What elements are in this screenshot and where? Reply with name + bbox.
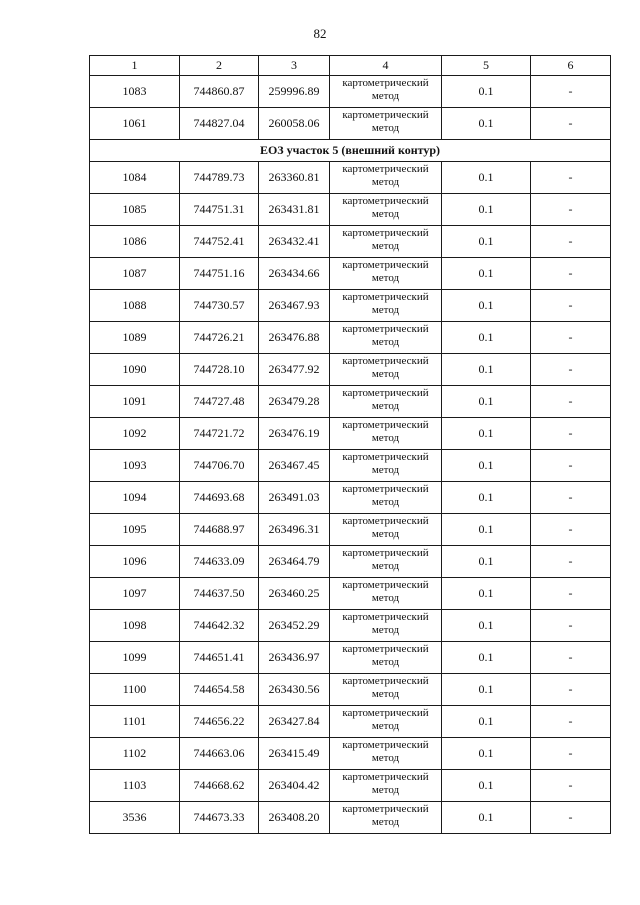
x-coordinate-cell: 744651.41 (180, 642, 259, 674)
point-number-cell: 1103 (90, 770, 180, 802)
point-number-cell: 1099 (90, 642, 180, 674)
x-coordinate-cell: 744633.09 (180, 546, 259, 578)
note-cell: - (531, 194, 611, 226)
point-number-cell: 1087 (90, 258, 180, 290)
table-row (90, 738, 611, 770)
method-cell (330, 450, 442, 482)
method-line-2: метод (371, 272, 400, 284)
x-coordinate-cell: 744656.22 (180, 706, 259, 738)
method-line-1: картометрический (342, 771, 429, 783)
method-cell (330, 642, 442, 674)
method-cell (330, 802, 442, 834)
accuracy-cell: 0.1 (442, 450, 531, 482)
method-line-2: метод (371, 176, 400, 188)
point-number-cell: 3536 (90, 802, 180, 834)
method-line-1: картометрический (342, 77, 429, 89)
column-header: 3 (259, 56, 330, 76)
method-line-2: метод (371, 656, 400, 668)
note-cell: - (531, 226, 611, 258)
method-cell (330, 76, 442, 108)
note-cell: - (531, 546, 611, 578)
y-coordinate-cell: 263460.25 (259, 578, 330, 610)
method-line-2: метод (371, 752, 400, 764)
accuracy-cell: 0.1 (442, 76, 531, 108)
x-coordinate-cell: 744673.33 (180, 802, 259, 834)
accuracy-cell: 0.1 (442, 258, 531, 290)
method-line-1: картометрический (342, 291, 429, 303)
accuracy-cell: 0.1 (442, 802, 531, 834)
point-number-cell: 1098 (90, 610, 180, 642)
point-number-cell: 1083 (90, 76, 180, 108)
table-row (90, 642, 611, 674)
method-line-1: картометрический (342, 419, 429, 431)
y-coordinate-cell: 263430.56 (259, 674, 330, 706)
method-line-1: картометрический (342, 227, 429, 239)
x-coordinate-cell: 744751.16 (180, 258, 259, 290)
x-coordinate-cell: 744663.06 (180, 738, 259, 770)
accuracy-cell: 0.1 (442, 738, 531, 770)
y-coordinate-cell: 263491.03 (259, 482, 330, 514)
method-line-1: картометрический (342, 675, 429, 687)
column-header: 1 (90, 56, 180, 76)
y-coordinate-cell: 263479.28 (259, 386, 330, 418)
table-row (90, 706, 611, 738)
note-cell: - (531, 514, 611, 546)
method-line-2: метод (371, 432, 400, 444)
table-row (90, 610, 611, 642)
accuracy-cell: 0.1 (442, 482, 531, 514)
accuracy-cell: 0.1 (442, 674, 531, 706)
method-cell (330, 514, 442, 546)
method-line-2: метод (371, 122, 400, 134)
table-row (90, 514, 611, 546)
note-cell: - (531, 482, 611, 514)
accuracy-cell: 0.1 (442, 642, 531, 674)
method-cell (330, 546, 442, 578)
x-coordinate-cell: 744668.62 (180, 770, 259, 802)
y-coordinate-cell: 260058.06 (259, 108, 330, 140)
point-number-cell: 1100 (90, 674, 180, 706)
note-cell: - (531, 258, 611, 290)
table-row (90, 802, 611, 834)
column-header: 2 (180, 56, 259, 76)
method-cell (330, 322, 442, 354)
point-number-cell: 1101 (90, 706, 180, 738)
section-row (90, 140, 611, 162)
method-cell (330, 162, 442, 194)
method-line-1: картометрический (342, 259, 429, 271)
accuracy-cell: 0.1 (442, 610, 531, 642)
column-header: 6 (531, 56, 611, 76)
accuracy-cell: 0.1 (442, 418, 531, 450)
method-line-2: метод (371, 240, 400, 252)
x-coordinate-cell: 744860.87 (180, 76, 259, 108)
y-coordinate-cell: 263431.81 (259, 194, 330, 226)
method-line-2: метод (371, 784, 400, 796)
note-cell: - (531, 386, 611, 418)
table-row (90, 450, 611, 482)
point-number-cell: 1090 (90, 354, 180, 386)
y-coordinate-cell: 263477.92 (259, 354, 330, 386)
method-line-1: картометрический (342, 323, 429, 335)
point-number-cell: 1092 (90, 418, 180, 450)
accuracy-cell: 0.1 (442, 386, 531, 418)
x-coordinate-cell: 744642.32 (180, 610, 259, 642)
x-coordinate-cell: 744688.97 (180, 514, 259, 546)
method-line-1: картометрический (342, 579, 429, 591)
section-title: ЕОЗ участок 5 (внешний контур) (90, 140, 611, 162)
table-row (90, 482, 611, 514)
method-line-2: метод (371, 816, 400, 828)
note-cell: - (531, 108, 611, 140)
method-line-1: картометрический (342, 515, 429, 527)
table-row (90, 162, 611, 194)
method-line-2: метод (371, 592, 400, 604)
table-row (90, 194, 611, 226)
method-line-1: картометрический (342, 803, 429, 815)
method-line-2: метод (371, 720, 400, 732)
note-cell: - (531, 610, 611, 642)
table-row (90, 546, 611, 578)
point-number-cell: 1089 (90, 322, 180, 354)
note-cell: - (531, 162, 611, 194)
note-cell: - (531, 802, 611, 834)
method-line-1: картометрический (342, 611, 429, 623)
column-header: 4 (330, 56, 442, 76)
note-cell: - (531, 770, 611, 802)
table-row (90, 108, 611, 140)
point-number-cell: 1102 (90, 738, 180, 770)
x-coordinate-cell: 744654.58 (180, 674, 259, 706)
method-cell (330, 706, 442, 738)
method-line-1: картометрический (342, 451, 429, 463)
y-coordinate-cell: 263467.93 (259, 290, 330, 322)
method-line-2: метод (371, 528, 400, 540)
table-row (90, 418, 611, 450)
method-cell (330, 674, 442, 706)
section-body (90, 140, 611, 162)
point-number-cell: 1085 (90, 194, 180, 226)
rows-after-section (90, 162, 611, 834)
note-cell: - (531, 354, 611, 386)
y-coordinate-cell: 259996.89 (259, 76, 330, 108)
accuracy-cell: 0.1 (442, 162, 531, 194)
note-cell: - (531, 706, 611, 738)
method-line-2: метод (371, 496, 400, 508)
x-coordinate-cell: 744721.72 (180, 418, 259, 450)
y-coordinate-cell: 263415.49 (259, 738, 330, 770)
y-coordinate-cell: 263360.81 (259, 162, 330, 194)
y-coordinate-cell: 263434.66 (259, 258, 330, 290)
table-row (90, 290, 611, 322)
accuracy-cell: 0.1 (442, 108, 531, 140)
y-coordinate-cell: 263432.41 (259, 226, 330, 258)
point-number-cell: 1091 (90, 386, 180, 418)
table-row (90, 578, 611, 610)
method-line-2: метод (371, 336, 400, 348)
x-coordinate-cell: 744727.48 (180, 386, 259, 418)
method-cell (330, 226, 442, 258)
table-row (90, 322, 611, 354)
method-cell (330, 354, 442, 386)
accuracy-cell: 0.1 (442, 322, 531, 354)
method-line-2: метод (371, 208, 400, 220)
method-line-1: картометрический (342, 387, 429, 399)
method-cell (330, 578, 442, 610)
y-coordinate-cell: 263436.97 (259, 642, 330, 674)
method-line-1: картометрический (342, 643, 429, 655)
y-coordinate-cell: 263427.84 (259, 706, 330, 738)
accuracy-cell: 0.1 (442, 578, 531, 610)
method-line-2: метод (371, 688, 400, 700)
point-number-cell: 1093 (90, 450, 180, 482)
note-cell: - (531, 76, 611, 108)
point-number-cell: 1094 (90, 482, 180, 514)
note-cell: - (531, 674, 611, 706)
x-coordinate-cell: 744706.70 (180, 450, 259, 482)
note-cell: - (531, 290, 611, 322)
y-coordinate-cell: 263476.19 (259, 418, 330, 450)
method-cell (330, 770, 442, 802)
point-number-cell: 1086 (90, 226, 180, 258)
method-line-2: метод (371, 90, 400, 102)
header-row (90, 56, 611, 76)
note-cell: - (531, 322, 611, 354)
accuracy-cell: 0.1 (442, 514, 531, 546)
y-coordinate-cell: 263467.45 (259, 450, 330, 482)
table-row (90, 386, 611, 418)
note-cell: - (531, 738, 611, 770)
method-line-1: картометрический (342, 195, 429, 207)
method-cell (330, 738, 442, 770)
note-cell: - (531, 578, 611, 610)
coordinates-table (89, 55, 611, 834)
method-cell (330, 610, 442, 642)
table-row (90, 674, 611, 706)
point-number-cell: 1096 (90, 546, 180, 578)
method-line-1: картометрический (342, 483, 429, 495)
method-line-1: картометрический (342, 739, 429, 751)
method-line-1: картометрический (342, 547, 429, 559)
method-cell (330, 418, 442, 450)
method-cell (330, 258, 442, 290)
method-line-2: метод (371, 304, 400, 316)
table-row (90, 226, 611, 258)
note-cell: - (531, 642, 611, 674)
method-line-1: картометрический (342, 355, 429, 367)
note-cell: - (531, 450, 611, 482)
method-line-2: метод (371, 624, 400, 636)
method-line-2: метод (371, 368, 400, 380)
table-row (90, 770, 611, 802)
note-cell: - (531, 418, 611, 450)
method-line-1: картометрический (342, 109, 429, 121)
accuracy-cell: 0.1 (442, 354, 531, 386)
column-header: 5 (442, 56, 531, 76)
rows-before-section (90, 76, 611, 140)
point-number-cell: 1095 (90, 514, 180, 546)
x-coordinate-cell: 744728.10 (180, 354, 259, 386)
x-coordinate-cell: 744637.50 (180, 578, 259, 610)
page-number: 82 (313, 26, 327, 41)
point-number-cell: 1088 (90, 290, 180, 322)
accuracy-cell: 0.1 (442, 706, 531, 738)
point-number-cell: 1097 (90, 578, 180, 610)
accuracy-cell: 0.1 (442, 194, 531, 226)
method-line-2: метод (371, 560, 400, 572)
y-coordinate-cell: 263464.79 (259, 546, 330, 578)
x-coordinate-cell: 744789.73 (180, 162, 259, 194)
point-number-cell: 1061 (90, 108, 180, 140)
accuracy-cell: 0.1 (442, 546, 531, 578)
y-coordinate-cell: 263404.42 (259, 770, 330, 802)
table-row (90, 258, 611, 290)
method-line-2: метод (371, 464, 400, 476)
accuracy-cell: 0.1 (442, 226, 531, 258)
y-coordinate-cell: 263496.31 (259, 514, 330, 546)
point-number-cell: 1084 (90, 162, 180, 194)
x-coordinate-cell: 744751.31 (180, 194, 259, 226)
method-line-2: метод (371, 400, 400, 412)
y-coordinate-cell: 263476.88 (259, 322, 330, 354)
x-coordinate-cell: 744726.21 (180, 322, 259, 354)
table-row (90, 354, 611, 386)
y-coordinate-cell: 263452.29 (259, 610, 330, 642)
x-coordinate-cell: 744752.41 (180, 226, 259, 258)
table-row (90, 76, 611, 108)
accuracy-cell: 0.1 (442, 770, 531, 802)
method-cell (330, 482, 442, 514)
method-line-1: картометрический (342, 707, 429, 719)
method-cell (330, 386, 442, 418)
x-coordinate-cell: 744693.68 (180, 482, 259, 514)
method-cell (330, 194, 442, 226)
method-cell (330, 290, 442, 322)
method-cell (330, 108, 442, 140)
accuracy-cell: 0.1 (442, 290, 531, 322)
y-coordinate-cell: 263408.20 (259, 802, 330, 834)
method-line-1: картометрический (342, 163, 429, 175)
x-coordinate-cell: 744730.57 (180, 290, 259, 322)
x-coordinate-cell: 744827.04 (180, 108, 259, 140)
